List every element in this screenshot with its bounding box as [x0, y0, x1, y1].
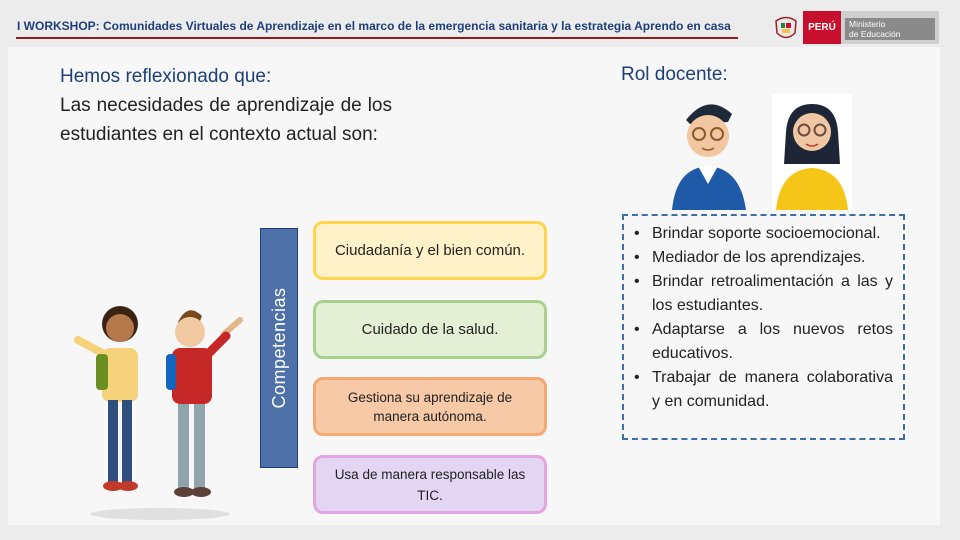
- rol-docente-title: Rol docente:: [621, 64, 728, 85]
- rol-item-retos: • Adaptarse a los nuevos retos educativos.: [630, 318, 893, 366]
- ministry-line-2: de Educación: [849, 29, 901, 39]
- rol-item-retroalimentacion: • Brindar retroalimentación a las y los estudiantes.: [630, 270, 893, 318]
- rol-item-soporte: • Brindar soporte socioemocional.: [630, 222, 893, 246]
- intro-text: [60, 62, 392, 149]
- competencia-salud: Cuidado de la salud.: [313, 300, 547, 359]
- ministry-line-1: Ministerio: [849, 19, 886, 29]
- ministry-logo-label: [845, 18, 935, 40]
- competencia-tic: Usa de manera responsable las TIC.: [313, 455, 547, 514]
- peru-logo-label: PERÚ: [803, 11, 841, 44]
- rol-item-colaborativa: • Trabajar de manera colaborativa y en comunidad.: [630, 366, 893, 414]
- intro-heading: Hemos reflexionado que:: [60, 66, 272, 87]
- intro-body: Las necesidades de aprendizaje de los estudiantes en el contexto actual son:: [60, 95, 392, 145]
- header-bar: [0, 0, 960, 46]
- teachers-illustration: [668, 92, 860, 210]
- coat-of-arms-icon: [771, 13, 801, 43]
- competencias-label-box: [260, 228, 298, 468]
- header-rule: [16, 37, 738, 39]
- students-illustration: [74, 292, 250, 532]
- minedu-logo: [803, 11, 939, 44]
- rol-docente-box: [622, 214, 905, 440]
- competencia-ciudadania: Ciudadanía y el bien común.: [313, 221, 547, 280]
- rol-item-mediador: • Mediador de los aprendizajes.: [630, 246, 893, 270]
- competencia-aprendizaje-autonomo: Gestiona su aprendizaje de manera autónoma.: [313, 377, 547, 436]
- competencias-label: Competencias: [268, 287, 289, 409]
- rol-docente-list: [630, 222, 893, 414]
- workshop-title: I WORKSHOP: Comunidades Virtuales de Aprendizaje en el marco de la emergencia sanitaria y la estrategia Aprendo en casa: [17, 19, 731, 33]
